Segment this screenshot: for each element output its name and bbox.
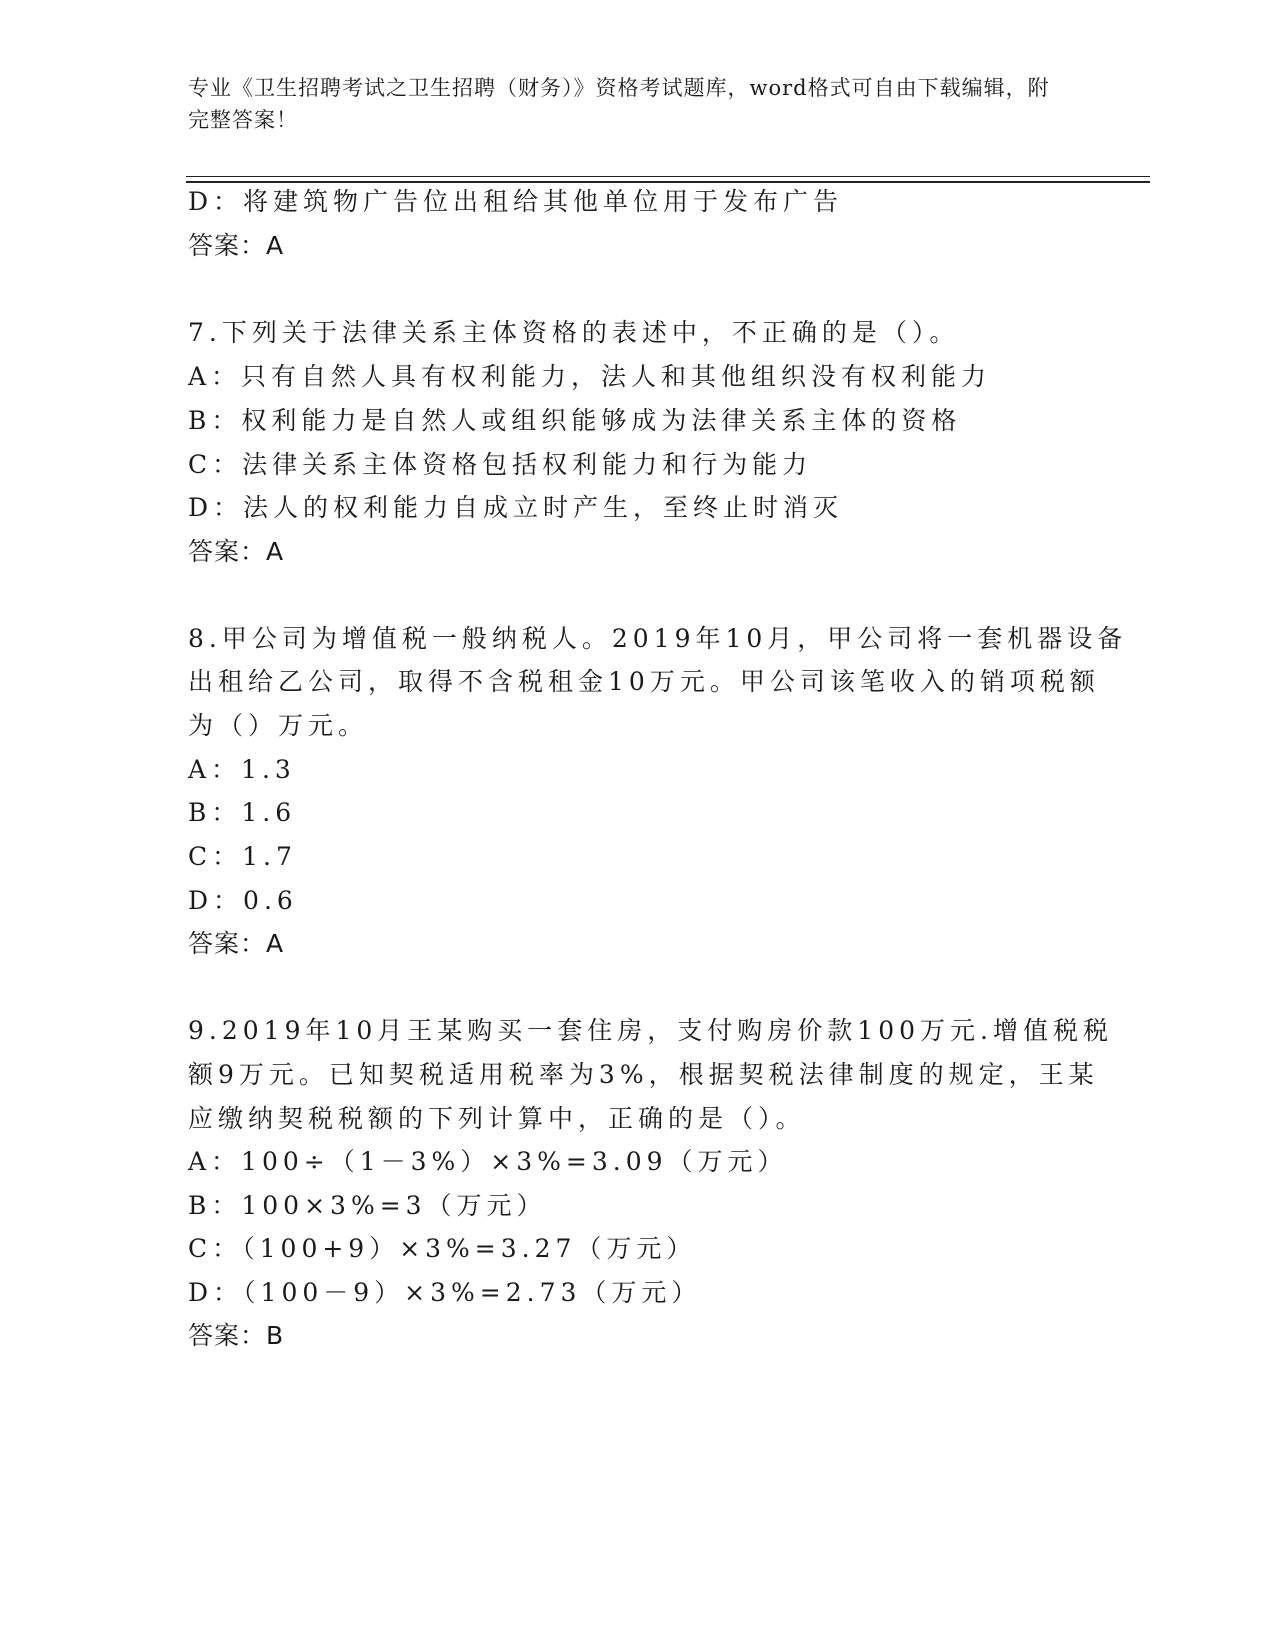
q8-stem-line-1: 8.甲公司为增值税一般纳税人。2019年10月，甲公司将一套机器设备 — [188, 624, 1128, 653]
header-rule-thick — [186, 181, 1150, 183]
q9-stem-line-2: 额9万元。已知契税适用税率为3%，根据契税法律制度的规定，王某 — [188, 1060, 1099, 1089]
q9-option-b: B：100×3%=3（万元） — [188, 1191, 547, 1220]
q7-option-d: D：法人的权利能力自成立时产生，至终止时消灭 — [188, 493, 844, 522]
q9-option-d: D：（100－9）×3%=2.73（万元） — [188, 1278, 702, 1307]
q8-option-b: B：1.6 — [188, 798, 297, 827]
q9-answer: 答案：B — [188, 1321, 285, 1350]
q8-answer: 答案：A — [188, 929, 285, 958]
q7-answer: 答案：A — [188, 537, 285, 566]
q9-stem-line-3: 应缴纳契税税额的下列计算中，正确的是（）。 — [188, 1104, 806, 1133]
q8-stem-line-2: 出租给乙公司，取得不含税租金10万元。甲公司该笔收入的销项税额 — [188, 667, 1100, 696]
q9-option-a: A：100÷（1－3%）×3%=3.09（万元） — [188, 1147, 788, 1176]
prev-question-answer: 答案：A — [188, 231, 285, 260]
q9-option-c: C：（100+9）×3%=3.27（万元） — [188, 1234, 697, 1263]
q7-option-b: B：权利能力是自然人或组织能够成为法律关系主体的资格 — [188, 406, 962, 435]
document-header: 专业《卫生招聘考试之卫生招聘（财务）》资格考试题库，word格式可自由下载编辑，附完整答案！ — [188, 76, 1050, 132]
q9-stem-line-1: 9.2019年10月王某购买一套住房，支付购房价款100万元.增值税税 — [188, 1016, 1113, 1045]
q7-option-c: C：法律关系主体资格包括权利能力和行为能力 — [188, 450, 813, 479]
q8-option-a: A：1.3 — [188, 755, 296, 784]
q8-stem-line-3: 为（）万元。 — [188, 711, 369, 740]
q8-option-d: D：0.6 — [188, 886, 298, 915]
q8-option-c: C：1.7 — [188, 842, 297, 871]
q7-stem: 7.下列关于法律关系主体资格的表述中，不正确的是（）。 — [188, 318, 960, 347]
header-rule-thin — [186, 176, 1150, 177]
q7-option-a: A：只有自然人具有权利能力，法人和其他组织没有权利能力 — [188, 362, 992, 391]
prev-question-option-d: D：将建筑物广告位出租给其他单位用于发布广告 — [188, 187, 844, 216]
